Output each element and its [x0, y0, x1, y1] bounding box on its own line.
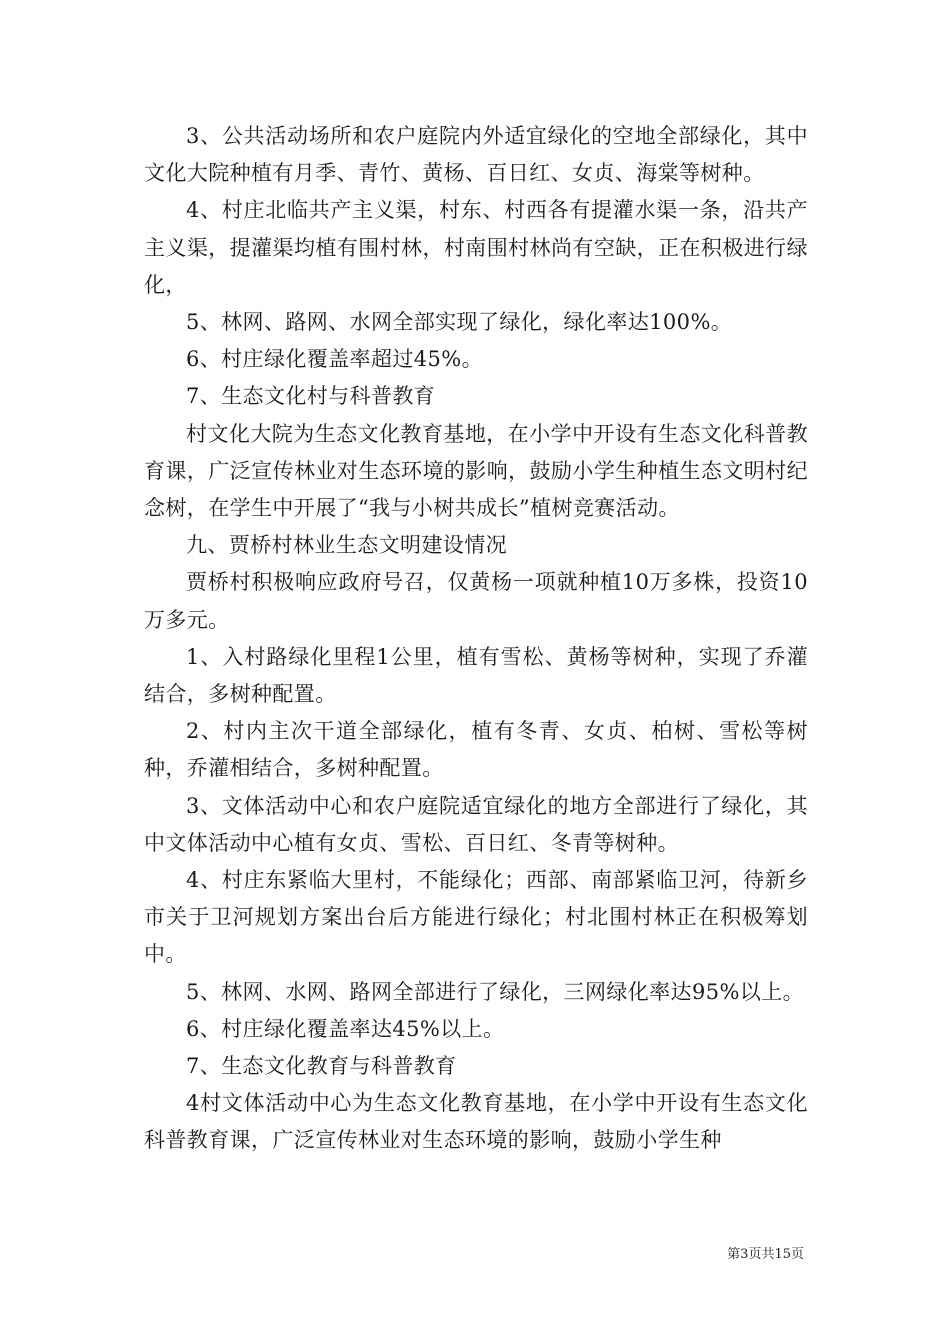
paragraph-14: 6、村庄绿化覆盖率达45%以上。 [186, 1016, 505, 1041]
document-body [144, 118, 808, 1160]
section-heading-9: 九、贾桥村林业生态文明建设情况 [186, 533, 507, 558]
paragraph-8: 贾桥村积极响应政府号召，仅黄杨一项就种植10万多株，投资10万多元。 [144, 570, 808, 632]
section-heading-7b: 7、生态文化教育与科普教育 [186, 1054, 457, 1079]
paragraph-2: 4、村庄北临共产主义渠，村东、村西各有提灌水渠一条，沿共产主义渠，提灌渠均植有围村林，村南围村林尚有空缺，正在积极进行绿化， [144, 198, 808, 297]
paragraph-11: 3、文体活动中心和农户庭院适宜绿化的地方全部进行了绿化，其中文体活动中心植有女贞、雪松、百日红、冬青等树种。 [144, 793, 808, 855]
paragraph-12: 4、村庄东紧临大里村，不能绿化；西部、南部紧临卫河，待新乡市关于卫河规划方案出台后方能进行绿化；村北围村林正在积极筹划中。 [144, 868, 808, 967]
paragraph-16: 4村文体活动中心为生态文化教育基地，在小学中开设有生态文化科普教育课，广泛宣传林业对生态环境的影响，鼓励小学生种 [144, 1091, 808, 1153]
paragraph-6: 村文化大院为生态文化教育基地，在小学中开设有生态文化科普教育课，广泛宣传林业对生态环境的影响，鼓励小学生种植生态文明村纪念树，在学生中开展了“我与小树共成长”植树竞赛活动。 [144, 421, 808, 521]
page-number-footer: 第3页共15页 [727, 1247, 804, 1262]
paragraph-1: 3、公共活动场所和农户庭院内外适宜绿化的空地全部绿化，其中文化大院种植有月季、青竹、黄杨、百日红、女贞、海棠等树种。 [144, 124, 808, 186]
paragraph-3: 5、林网、路网、水网全部实现了绿化，绿化率达100%。 [186, 310, 733, 335]
paragraph-4: 6、村庄绿化覆盖率超过45%。 [186, 347, 484, 372]
paragraph-10: 2、村内主次干道全部绿化，植有冬青、女贞、柏树、雪松等树种，乔灌相结合，多树种配置。 [144, 719, 808, 781]
paragraph-13: 5、林网、水网、路网全部进行了绿化，三网绿化率达95%以上。 [186, 979, 805, 1004]
paragraph-9: 1、入村路绿化里程1公里，植有雪松、黄杨等树种，实现了乔灌结合，多树种配置。 [144, 644, 808, 707]
section-heading-7: 7、生态文化村与科普教育 [186, 384, 436, 409]
